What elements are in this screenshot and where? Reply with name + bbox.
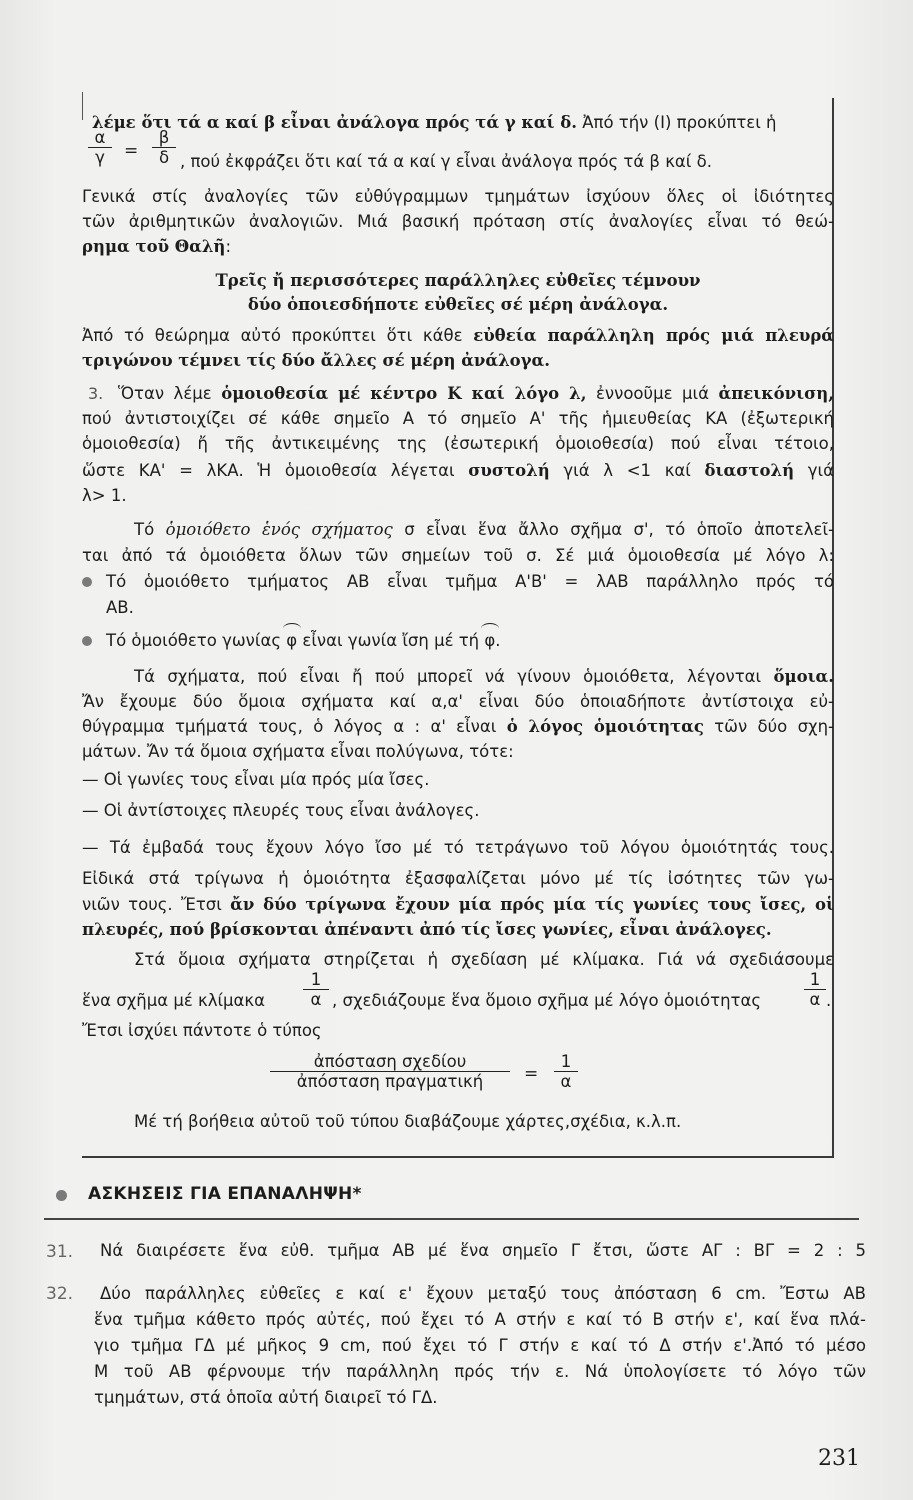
text-line-4: τῶν ἀριθμητικῶν ἀναλογιῶν. Μιά βασική πρόταση στίς ἀναλογίες εἶναι τό θεώ- <box>82 212 834 231</box>
bold-phrase: λέμε ὅτι τά α καί β εἶναι ἀνάλογα πρός τά γ καί δ. <box>92 113 577 132</box>
page-number: 231 <box>818 1446 860 1471</box>
text-line-1 <box>92 112 834 134</box>
bold-phrase: ὅμοια. <box>773 667 834 686</box>
equals-sign: = <box>124 141 139 161</box>
fraction-denominator: α <box>809 990 821 1009</box>
angle-phi <box>286 631 297 650</box>
fraction-alpha-gamma <box>88 128 112 167</box>
text-line-30: Στά ὅμοια σχήματα στηρίζεται ἡ σχεδίαση μέ κλίμακα. Γιά νά σχεδιάσουμε <box>134 950 834 969</box>
fraction-numerator: α <box>88 128 112 148</box>
fraction-numerator: 1 <box>303 970 329 990</box>
text-line-25: — Οἱ ἀντίστοιχες πλευρές τους εἶναι ἀνάλογες. <box>82 801 480 820</box>
fraction-denominator: ἀπόσταση πραγματική <box>296 1072 484 1091</box>
text-line-12: ὁμοιοθεσία) ἤ τῆς ἀντικειμένης της (ἐσωτερική ὁμοιοθεσία) πού εἶναι τέτοιο, <box>82 434 834 453</box>
text-line-10 <box>118 383 834 405</box>
text-line-20 <box>134 666 834 688</box>
fraction-denominator: α <box>560 1072 572 1091</box>
scale-formula-result <box>554 1052 578 1091</box>
equals-sign: = <box>524 1064 539 1084</box>
bold-phrase: ἄν δύο τρίγωνα ἔχουν μία πρός μία τίς γωνίες τους ἴσες, οἱ <box>230 895 834 914</box>
fraction-numerator: 1 <box>804 970 826 990</box>
text-line-11: πού ἀντιστοιχίζει σέ κάθε σημεῖο Α τό σημεῖο Α' τῆς ἡμιευθείας ΚΑ (ἐξωτερική <box>82 409 834 428</box>
text-fragment: θύγραμμα τμήματά τους, ὁ λόγος α : α' εἶναι <box>82 717 507 736</box>
exercise-32-line-2: ἕνα τμῆμα κάθετο πρός αὐτές, πού ἔχει τό Α στήν ε καί τό Β στήν ε', καί ἕνα πλά- <box>94 1310 866 1329</box>
fraction-numerator: β <box>152 128 176 148</box>
text-line-2: , πού ἐκφράζει ὅτι καί τά α καί γ εἶναι ἀνάλογα πρός τά β καί δ. <box>180 152 712 171</box>
fraction-beta-delta <box>152 128 176 167</box>
bold-phrase: ὁμοιοθεσία μέ κέντρο Κ καί λόγο λ, <box>221 384 587 403</box>
fraction-one-over-alpha <box>804 970 826 1009</box>
exercise-number: 32. <box>46 1284 74 1304</box>
text-line-22 <box>82 716 834 738</box>
bold-phrase: ὁ λόγος ὁμοιότητας <box>506 717 704 736</box>
text-line-16: ται ἀπό τά ὁμοιόθετα ὅλων τῶν σημείων τοῦ σ. Σέ μιά ὁμοιοθεσία μέ λόγο λ: <box>82 546 834 565</box>
fraction-one-over-alpha <box>303 970 329 1009</box>
text-fragment: Ἀπό τήν (Ι) προκύπτει ἡ <box>576 113 777 132</box>
text-line-15 <box>134 519 834 541</box>
fraction-denominator: δ <box>158 148 170 167</box>
bullet-dot-icon <box>82 577 92 587</box>
text-fragment: Ὅταν λέμε <box>118 384 222 403</box>
thales-theorem-line-1: Τρεῖς ἤ περισσότερες παράλληλες εὐθεῖες τέμνουν <box>215 271 701 290</box>
text-line-21: Ἄν ἔχουμε δύο ὅμοια σχήματα καί α,α' εἶναι δύο ὁποιαδήποτε ἀντίστοιχα εὐ- <box>82 692 834 711</box>
text-line-3: Γενικά στίς ἀναλογίες τῶν εὐθύγραμμων τμημάτων ἰσχύουν ὅλες οἱ ἰδιότητες <box>82 187 834 206</box>
text-fragment: Τά σχήματα, πού εἶναι ἤ πού μπορεῖ νά γίνουν ὁμοιόθετα, λέγονται <box>134 667 774 686</box>
text-line-9: τριγώνου τέμνει τίς δύο ἄλλες σέ μέρη ἀνάλογα. <box>82 351 550 370</box>
text-line-18: ΑΒ. <box>106 598 134 617</box>
exercise-32-line-1: Δύο παράλληλες εὐθεῖες ε καί ε' ἔχουν μεταξύ τους ἀπόσταση 6 cm. Ἔστω ΑΒ <box>100 1284 866 1303</box>
text-fragment: φ <box>484 631 496 650</box>
exercise-32-line-4: Μ τοῦ ΑΒ φέρνουμε τήν παράλληλη πρός τήν ε. Νά ὑπολογίσετε τό λόγο τῶν <box>94 1362 866 1381</box>
text-line-27: Εἰδικά στά τρίγωνα ἡ ὁμοιότητα ἐξασφαλίζεται μόνο μέ τίς ἰσότητες τῶν γω- <box>82 869 834 888</box>
fraction-numerator: ἀπόσταση σχεδίου <box>270 1052 510 1072</box>
text-line-29: πλευρές, πού βρίσκονται ἀπέναντι ἀπό τίς ἴσες γωνίες, εἶναι ἀνάλογες. <box>82 920 772 939</box>
italic-phrase: ὁμοιόθετο ἑνός σχήματος <box>165 520 393 539</box>
scale-formula-fraction <box>270 1052 510 1091</box>
fraction-numerator: 1 <box>554 1052 578 1072</box>
text-fragment: Τό ὁμοιόθετο γωνίας <box>106 631 287 650</box>
text-line-8 <box>82 325 834 347</box>
paragraph-number: 3. <box>88 384 104 403</box>
bold-phrase: εὐθεία παράλληλη πρός μιά πλευρά <box>473 326 834 345</box>
bold-phrase: ἀπεικόνιση, <box>718 384 834 403</box>
bullet-dot-icon <box>82 636 92 646</box>
section-bullet-icon <box>56 1190 67 1201</box>
angle-arc-icon <box>283 623 301 634</box>
text-line-5 <box>82 236 834 258</box>
text-line-14: λ> 1. <box>82 486 127 505</box>
exercise-number: 31. <box>46 1242 74 1262</box>
text-fragment: τῶν δύο σχη- <box>703 717 834 736</box>
fraction-denominator: α <box>310 990 322 1009</box>
text-fragment: νιῶν τους. Ἔτσι <box>82 895 231 914</box>
text-line-24: — Οἱ γωνίες τους εἶναι μία πρός μία ἴσες. <box>82 770 430 789</box>
text-line-17: Τό ὁμοιόθετο τμήματος ΑΒ εἶναι τμῆμα Α'Β' = λΑΒ παράλληλο πρός τό <box>106 572 834 591</box>
text-line-28 <box>82 894 834 916</box>
text-line-33: Μέ τή βοήθεια αὐτοῦ τοῦ τύπου διαβάζουμε χάρτες,σχέδια, κ.λ.π. <box>134 1112 682 1131</box>
text-fragment: . <box>495 631 501 650</box>
exercise-32-line-5: τμημάτων, στά ὁποῖα αὐτή διαιρεῖ τό ΓΔ. <box>94 1388 438 1407</box>
text-fragment: Τό <box>134 520 166 539</box>
text-fragment: σ εἶναι ἕνα ἄλλο σχῆμα σ', τό ὁποῖο ἀποτελεῖ- <box>392 520 834 539</box>
text-line-26: — Τά ἐμβαδά τους ἔχουν λόγο ἴσο μέ τό τετράγωνο τοῦ λόγου ὁμοιότητάς τους. <box>82 838 834 857</box>
section-divider <box>44 1218 859 1220</box>
text-fragment: : <box>225 237 231 256</box>
bold-phrase: ρημα τοῦ Θαλῆ <box>82 237 226 256</box>
text-line-31a: ἕνα σχῆμα μέ κλίμακα <box>82 991 266 1010</box>
text-fragment: . <box>826 991 832 1010</box>
bold-phrase: διαστολή <box>704 461 795 480</box>
angle-arc-icon <box>481 623 499 634</box>
text-fragment: γιά λ <1 καί <box>549 461 705 480</box>
section-title: ΑΣΚΗΣΕΙΣ ΓΙΑ ΕΠΑΝΑΛΗΨΗ* <box>88 1184 362 1204</box>
text-fragment: γιά <box>794 461 834 480</box>
thales-theorem-line-2: δύο ὁποιεσδήποτε εὐθεῖες σέ μέρη ἀνάλογα. <box>247 295 669 314</box>
text-line-13 <box>82 460 834 482</box>
text-fragment: Ἀπό τό θεώρημα αὐτό προκύπτει ὅτι κάθε <box>82 326 474 345</box>
exercise-32-line-3: γιο τμῆμα ΓΔ μέ μῆκος 9 cm, πού ἔχει τό Γ στήν ε καί τό Δ στήν ε'.Ἀπό τό μέσο <box>94 1336 866 1355</box>
text-line-23: μάτων. Ἄν τά ὅμοια σχήματα εἶναι πολύγωνα, τότε: <box>82 742 514 761</box>
text-fragment: φ <box>286 631 298 650</box>
bold-phrase: συστολή <box>468 461 550 480</box>
exercise-31-text: Νά διαιρέσετε ἕνα εὐθ. τμῆμα ΑΒ μέ ἕνα σημεῖο Γ ἔτσι, ὥστε ΑΓ : ΒΓ = 2 : 5 <box>100 1241 866 1260</box>
text-line-19 <box>106 630 834 652</box>
text-line-31b: , σχεδιάζουμε ἕνα ὅμοιο σχῆμα μέ λόγο ὁμοιότητας <box>332 991 762 1010</box>
text-fragment: ὥστε ΚΑ' = λΚΑ. Ἡ ὁμοιοθεσία λέγεται <box>82 461 469 480</box>
text-fragment: ἐννοοῦμε μιά <box>586 384 719 403</box>
text-line-32: Ἔτσι ἰσχύει πάντοτε ὁ τύπος <box>82 1021 322 1040</box>
text-fragment: εἶναι γωνία ἴση μέ τή <box>297 631 485 650</box>
fraction-denominator: γ <box>95 148 105 167</box>
angle-phi <box>484 631 495 650</box>
